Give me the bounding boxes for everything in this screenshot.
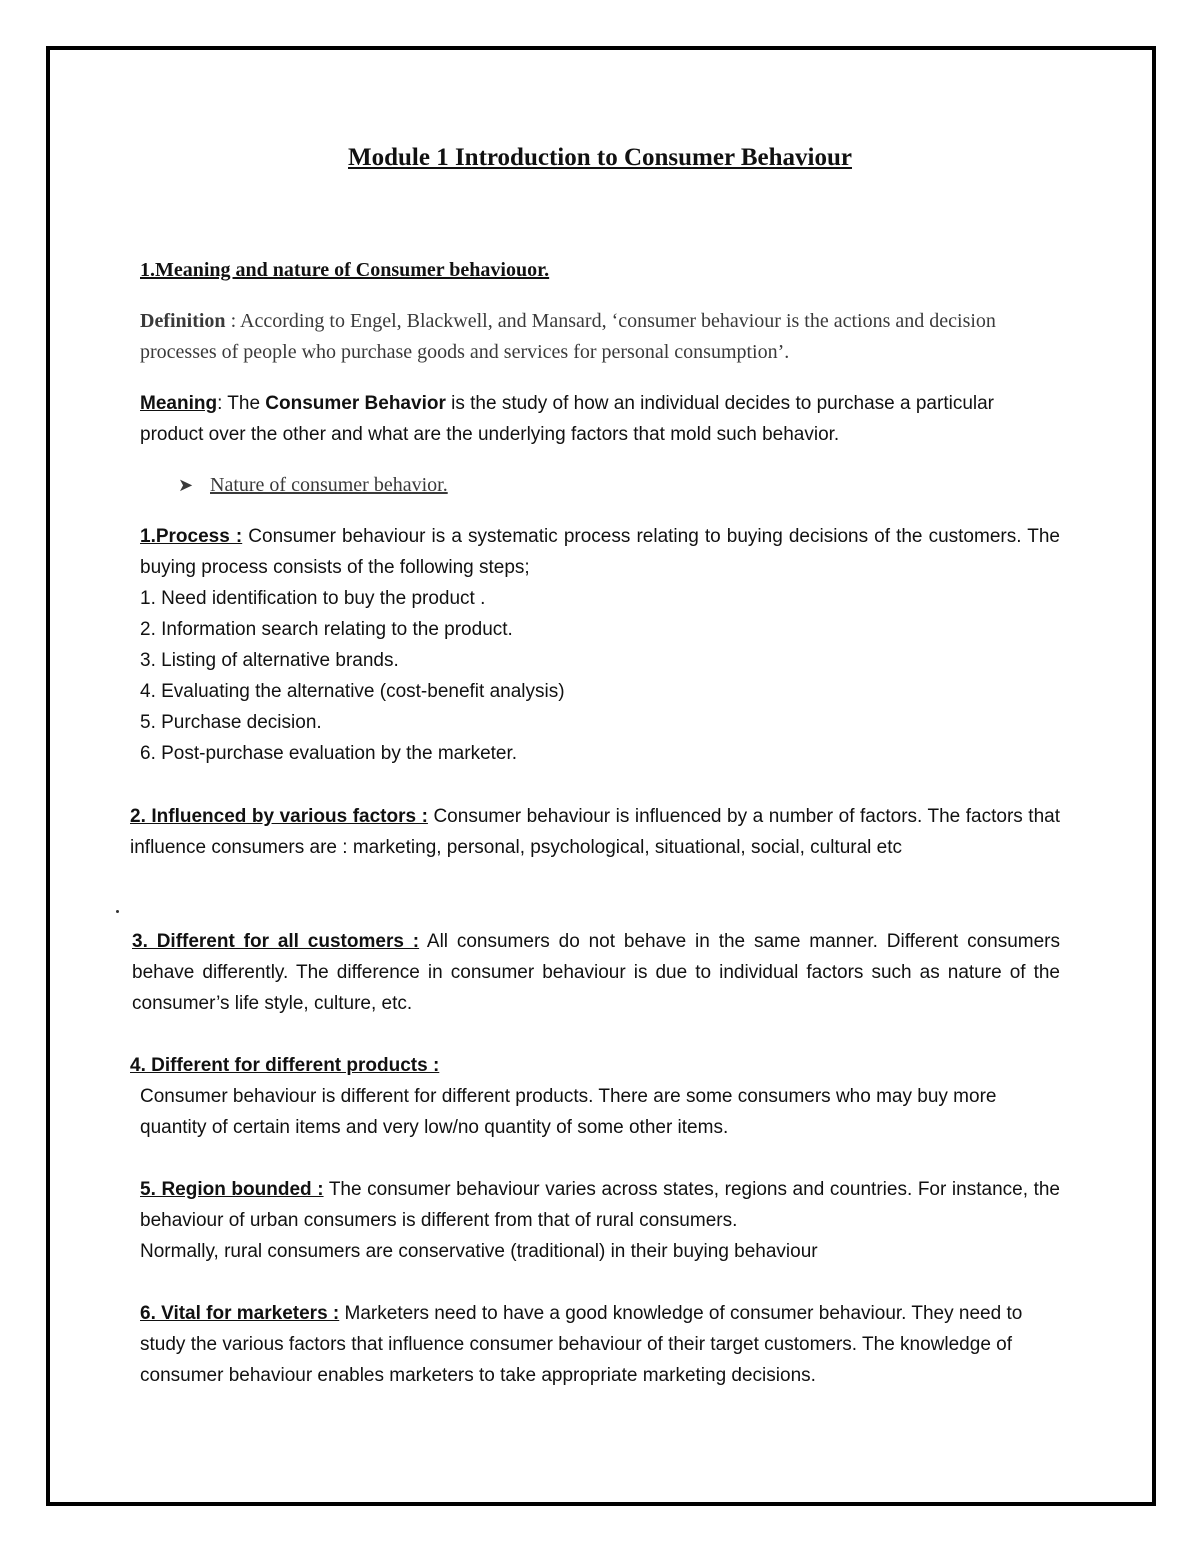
point-different-customers bbox=[132, 926, 1060, 1019]
list-item: 4. Evaluating the alternative (cost-benefit analysis) bbox=[140, 681, 565, 702]
point-influenced bbox=[130, 801, 1060, 863]
point-vital bbox=[140, 1298, 1060, 1391]
meaning-text: is the study of how an individual decides to purchase a particular product over the other and what are the underlying factors that mold such behavior. bbox=[140, 393, 994, 445]
list-item: 5. Purchase decision. bbox=[140, 712, 322, 733]
point-vital-text: Marketers need to have a good knowledge of consumer behaviour. They need to study the various factors that influence consumer behaviour of their target customers. The knowledge of consumer behaviour enables marketers to take appropriate marketing decisions. bbox=[140, 1303, 1023, 1386]
meaning-label: Meaning bbox=[140, 393, 218, 414]
point-vital-label: 6. Vital for marketers : bbox=[140, 1303, 340, 1324]
point-different-products-heading bbox=[130, 1050, 1060, 1081]
list-item: 6. Post-purchase evaluation by the marketer. bbox=[140, 743, 518, 764]
point-different-customers-label: 3. Different for all customers : bbox=[132, 931, 420, 952]
list-item: 3. Listing of alternative brands. bbox=[140, 650, 399, 671]
page-title: Module 1 Introduction to Consumer Behaviour bbox=[348, 144, 852, 171]
point-influenced-label: 2. Influenced by various factors : bbox=[130, 806, 428, 827]
nature-bullet-label: Nature of consumer behavior. bbox=[210, 474, 448, 496]
point-region-text2: Normally, rural consumers are conservative (traditional) in their buying behaviour bbox=[140, 1241, 818, 1262]
point-different-products-label: 4. Different for different products : bbox=[130, 1055, 440, 1076]
point-region bbox=[140, 1174, 1060, 1236]
point-process-label: 1.Process : bbox=[140, 526, 243, 547]
meaning-pre: : The bbox=[217, 393, 266, 414]
definition-paragraph bbox=[140, 306, 1040, 368]
point-process bbox=[140, 521, 1060, 583]
list-item: 1. Need identification to buy the product . bbox=[140, 588, 486, 609]
definition-text: : According to Engel, Blackwell, and Mansard, ‘consumer behaviour is the actions and decision processes of people who purchase goods and services for personal consumption’. bbox=[140, 310, 996, 363]
point-process-text: Consumer behaviour is a systematic process relating to buying decisions of the customers. The buying process consists of the following steps; bbox=[140, 526, 1060, 578]
list-item: 2. Information search relating to the product. bbox=[140, 619, 513, 640]
point-different-customers-text: All consumers do not behave in the same manner. Different consumers behave differently. The difference in consumer behaviour is due to individual factors such as nature of the consumer’s life style, culture, etc. bbox=[132, 931, 1061, 1014]
definition-label: Definition bbox=[140, 310, 226, 332]
point-region-text: The consumer behaviour varies across states, regions and countries. For instance, the behaviour of urban consumers is different from that of rural consumers. bbox=[140, 1179, 1060, 1231]
process-steps-list bbox=[140, 583, 1060, 769]
arrow-bullet-icon: ➤ bbox=[178, 475, 194, 496]
stray-mark bbox=[116, 910, 119, 913]
nature-bullet bbox=[178, 470, 1038, 501]
point-different-products-text: Consumer behaviour is different for different products. There are some consumers who may buy more quantity of certain items and very low/no quantity of some other items. bbox=[140, 1086, 997, 1138]
point-influenced-text: Consumer behaviour is influenced by a number of factors. The factors that influence consumers are : marketing, personal, psychological, situational, social, cultural etc bbox=[130, 806, 1060, 858]
point-region-label: 5. Region bounded : bbox=[140, 1179, 324, 1200]
meaning-paragraph bbox=[140, 388, 1040, 450]
meaning-bold: Consumer Behavior bbox=[265, 393, 446, 414]
section-heading: 1.Meaning and nature of Consumer behaviouor. bbox=[140, 259, 550, 281]
